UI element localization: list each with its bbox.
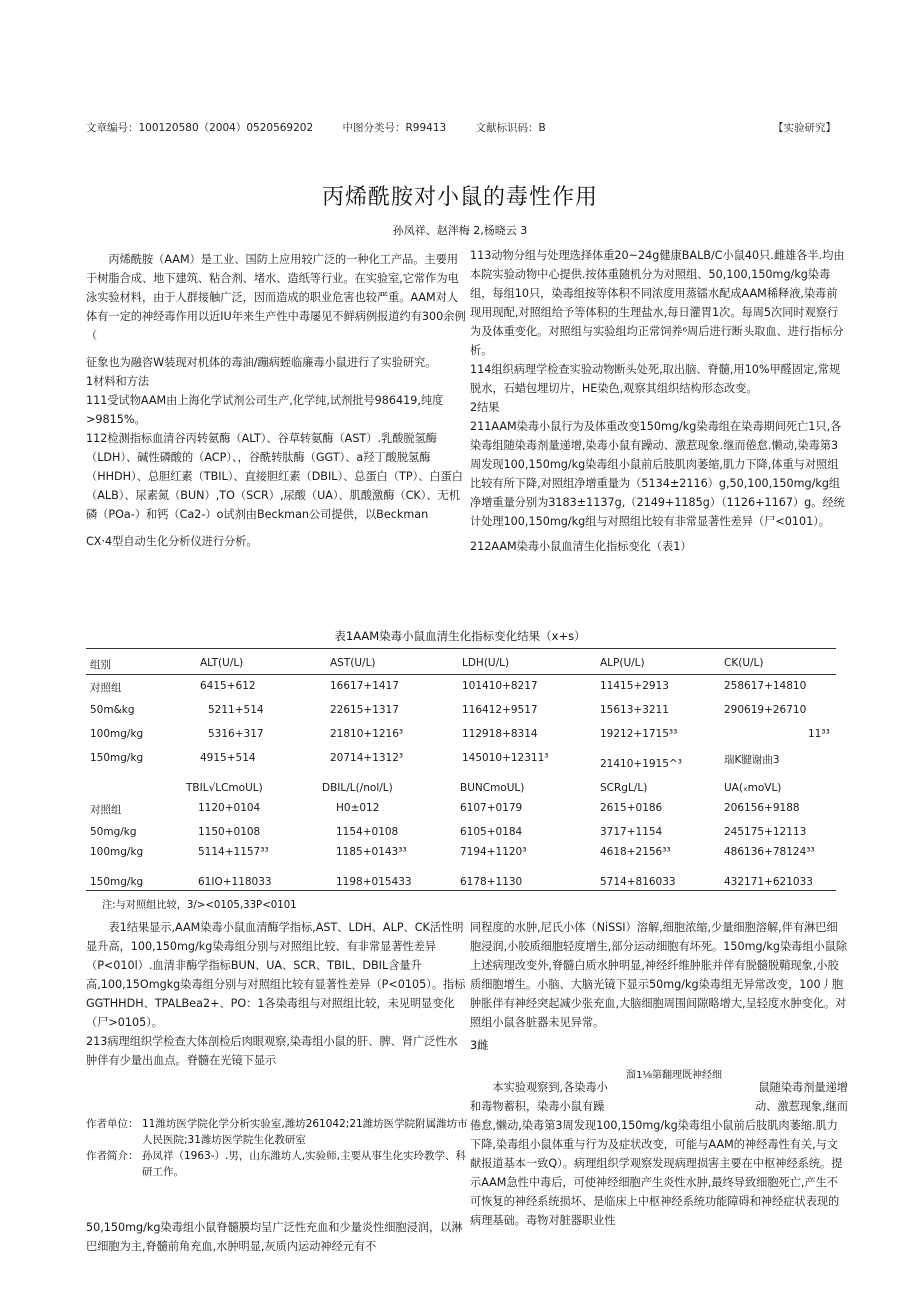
table-cell: 5211+514 (208, 704, 264, 716)
table-bottom-rule (86, 890, 836, 891)
results-211: 211AAM染毒小鼠行为及体重改变150mg/kg染毒组在染毒期间死亡1只,各染毒组随染毒剂量递增,染毒小鼠有躁动、激惹现象.继而倦怠.懒动,染毒第3周发现100,150mg/kg染毒组小鼠前后肢肌肉萎缩,肌力下降,体重与对照组比较有所下降,对照组净增重量为（5134±2116）g,50,100,150mg/kg组净增重量分别为3183±1137g,（2149+1185g）（1126+1167）g。经统计处理100,150mg/kg组与对照组比较有非常显著性差异（尸<0101）。 (470, 420, 845, 528)
table-cell: 6107+0179 (460, 802, 523, 814)
table-cell: 6178+1130 (460, 876, 523, 888)
table-cell: 245175+12113 (724, 826, 807, 838)
methods-114: 114组织病理学检查实验动物断头处死,取出脑、脊髓,用10%甲醛固定,常规脱水，石蜡包埋切片，HE染色,观察其组织结构形态改变。 (470, 363, 841, 395)
table-cell: 4915+514 (200, 752, 256, 764)
table-cell: 1185+0143³³ (336, 846, 407, 858)
table-cell: 1120+0104 (198, 802, 261, 814)
table-header-cell: DBIL/L(/nol/L) (322, 782, 393, 794)
affiliation-text: 11潍坊医学院化学分析实验室,潍坊261042;21潍坊医学院附属潍坊市人民医院;31潍坊医学院生化教研室 (142, 1118, 468, 1146)
table-cell: 100mg/kg (90, 728, 144, 740)
author-list: 孙凤祥、赵泮梅 2,杨晓云 3 (392, 224, 528, 237)
table-cell: 1150+0108 (198, 826, 261, 838)
table-cell: 4618+2156³³ (600, 846, 671, 858)
discussion-line2-right: 动、激惹现象,继而 (754, 1100, 848, 1113)
section-heading-methods: 1材料和方法 (86, 375, 150, 388)
section-heading-results: 2结果 (470, 401, 500, 414)
left-column-bottom (86, 918, 466, 1070)
section-label: 【实验研究】 (773, 122, 836, 134)
discussion-body: 倦怠,懒动,染毒第3周发现100,150mg/kg染毒组小鼠前后肢肌肉萎缩.肌力下降,染毒组小鼠体重与行为及症状改变，可能与AAM的神经毒性有关,与文献报道基本一致Q）。病理组织学观察发现病理损害主要在中枢神经系统。提示AAM急性中毒后，可使神经细胞产生炎性水肿,最终导致细胞死亡,产生不可恢复的神经系统损坏、是临床上中枢神经系统功能障碍和神经症状表现的病理基础。毒物对脏器职业性 (470, 1119, 843, 1227)
table-cell: 206156+9188 (724, 802, 800, 814)
table-cell: 145010+12311³ (462, 752, 549, 764)
table-cell: 486136+78124³³ (724, 846, 815, 858)
table-note: 注:与对照组比较，3/><0105,33P<0101 (102, 900, 297, 911)
table-header-cell: CK(U/L) (724, 657, 764, 669)
table-cell: 101410+8217 (462, 680, 538, 692)
results-213: 213病理组织学检查大体剖检后肉眼观察,染毒组小鼠的肝、脾、肾广泛性水肿伴有少量出血点。脊髓在光镜下显示 (86, 1035, 458, 1067)
table-cell: 19212+1715³³ (600, 728, 678, 740)
table-cell: 258617+14810 (724, 680, 807, 692)
results-table-discussion: 表1结果显示,AAM染毒小鼠血清酶学指标,AST、LDH、ALP、CK活性明显升高，100,150mg/kg染毒组分别与对照组比较、有非常显著性差异（P<010l）.血清非酶学指标BUN、UA、SCR、TBIL、DBIL含量升高,100,15Omgkg染毒组分别与对照组比较有显著性差异（P<0105）。指标GGTHHDH、TPALBea2+、PO：1各染毒组与对照组比较，未见明显变化（尸>0105）。 (86, 921, 466, 1029)
overlay-fragment: 溜1⅛第翻理既神经细 (626, 1070, 723, 1081)
table-cell: 对照组 (90, 682, 122, 694)
table-header-cell: SCRgL/L) (600, 782, 648, 794)
table-cell: 112918+8314 (462, 728, 538, 740)
table-cell: 290619+26710 (724, 704, 807, 716)
table-cell: 21810+1216³ (330, 728, 404, 740)
discussion-line1-right: 鼠随染毒剂量递增 (758, 1081, 848, 1094)
table-header-cell: ALP(U/L) (600, 657, 645, 669)
pathology-continued: 同程度的水肿,尼氏小体（NiSSI）溶解,细胞浓缩,少量细胞溶解,伴有淋巴细胞浸润,小胶质细胞轻度增生,部分运动细胞有坏死。150mg/kg染毒组小鼠除上述病理改变外,脊髓白质水肿明显,神经纤维肿胀并伴有脱髓脱鞘现象,小胶质细胞增生。小脑、大脑光镜下显示50mg/kg染毒组无异常改变，100丿胞肿胀伴有神经突起减少张充血,大脑细胞周围间隙略增大,呈轻度水肿变化。对照组小鼠各脏器未见异常。 (470, 921, 848, 1029)
table-cell: 瑞K腱谢曲3 (724, 754, 780, 766)
table-cell: 16617+1417 (330, 680, 399, 692)
table-cell: 432171+621033 (724, 876, 813, 888)
methods-113: 113动物分组与处理选择体重20~24g健康BALB/C小鼠40只.雌雄各半.均由本院实验动物中心提供.按体重随机分为对照组、50,100,150mg/kg染毒组，每组10只，染毒组按等体积不同浓度用蒸镭水配成AAM稀释液,染毒前现用现配,对照组给予等体积的生理盐水,每日灌胃1次。每周5次同时观察行为及体重变化。对照组与实验组均正常饲养⁶周后进行断头取血、进行指标分析。 (470, 249, 845, 357)
table-cell: 7194+1120³ (460, 846, 527, 858)
table-cell: 100mg/kg (90, 846, 144, 858)
table-cell: 11415+2913 (600, 680, 669, 692)
table-cell: 22615+1317 (330, 704, 399, 716)
methods-111: 111受试物AAM由上海化学试剂公司生产,化学纯,试剂批号986419,纯度>9815%。 (86, 394, 444, 426)
table-cell: 5714+816033 (600, 876, 676, 888)
right-column-bottom (470, 918, 848, 1055)
discussion-line1-left: 本实验观察到,各染毒小 (492, 1081, 608, 1094)
table-header-cell: LDH(U/L) (462, 657, 510, 669)
bio-text: 孙凤祥（1963-）.男，山东潍坊人,实验师,主要从事生化实玲教学、科研工作。 (142, 1150, 467, 1178)
intro-continuation: 征象也为融咨W装现对机体的毒油/蹦病蛭临廉毒小鼠进行了实验研究。 (86, 356, 437, 369)
table-cell: 21410+1915^³ (600, 758, 682, 770)
table-cell: 1198+015433 (336, 876, 412, 888)
author-info (86, 1116, 468, 1180)
table-cell: 3717+1154 (600, 826, 663, 838)
table-cell: 150mg/kg (90, 752, 144, 764)
table-cell: 150mg/kg (90, 876, 144, 888)
table-cell: 50mg/kg (90, 826, 137, 838)
methods-112-end: CX·4型自动生化分析仪进行分析。 (86, 535, 258, 548)
table-cell: 61IO+118033 (198, 876, 272, 888)
discussion-line2-left: 和毒物蓄积，染毒小鼠有躁 (470, 1100, 605, 1113)
table-header-rule (86, 674, 836, 675)
right-column-top (470, 246, 848, 556)
table-caption: 表1AAM染毒小鼠血清生化指标变化结果（x+s） (334, 629, 586, 643)
affiliation-label: 作者单位： (86, 1118, 139, 1130)
table-header-cell: ALT(U/L) (200, 657, 244, 669)
document-code: 文献标识码：B (475, 122, 546, 134)
discussion-block (470, 1078, 848, 1230)
clc-number: 中图分类号：R99413 (342, 122, 447, 134)
table-cell: 15613+3211 (600, 704, 669, 716)
table-cell: H0±012 (336, 802, 380, 814)
bio-label: 作者简介： (86, 1150, 139, 1162)
article-number: 文章编号：100120580（2004）0520569202 (86, 122, 314, 134)
intro-paragraph: 丙烯酰胺（AAM）是工业、国防上应用较广泛的一种化工产品。主要用于树脂合成、地下建筑、粘合剂、堵水、造纸等行业。在实验室,它常作为电泳实验材料，由于人群接触广泛，因而造成的职业危害也较严重。AAM对人体有一定的神经毒作用以近IU年来生产性中毒屡见不鲜病例报道约有300余例（ (86, 253, 466, 342)
table-cell: 116412+9517 (462, 704, 538, 716)
left-column-top (86, 250, 466, 551)
table-cell: 6415+612 (200, 680, 256, 692)
article-meta (86, 120, 836, 135)
table-cell: 20714+1312³ (330, 752, 404, 764)
table-cell: 1154+0108 (336, 826, 399, 838)
table-cell: 50m&kg (90, 704, 135, 716)
table-top-rule (86, 648, 836, 649)
results-212: 212AAM染毒小鼠血清生化指标变化（表1） (470, 540, 692, 553)
table-header-cell: AST(U/L) (330, 657, 376, 669)
table-header-cell: TBIL√LCmoUL) (186, 782, 263, 794)
table-cell: 5316+317 (208, 728, 264, 740)
methods-112: 112检测指标血清谷丙转氨酶（ALT）、谷草转氨酶（AST）.乳酸脱氢酶（LDH）、碱性磷酸的（ACP）、，谷酰转肽酶（GGT）、a羟丁酸脱氢酶（HHDH）、总胆红素（TBIL）、直接胆红素（DBIL）、总蛋白（TP）、白蛋白（ALB）、尿素氮（BUN）,TO（SCR）,尿酸（UA）、肌酸激酶（CK）、无机磷（POa-）和钙（Ca2-）o试剂由Beckman公司提供，以Beckman (86, 432, 463, 521)
table-header-cell: BUNCmoUL) (460, 782, 525, 794)
table-cell: 6105+0184 (460, 826, 523, 838)
table-cell: 11³³ (808, 728, 830, 740)
table-header-cell: 组别 (90, 659, 111, 671)
table-cell: 对照组 (90, 804, 122, 816)
section-heading-discussion: 3雌 (470, 1039, 489, 1052)
paper-title: 丙烯酰胺对小鼠的毒性作用 (321, 185, 598, 210)
table-header-cell: UA(ₓmoVL) (724, 782, 782, 794)
table-cell: 2615+0186 (600, 802, 663, 814)
table-cell: 5114+1157³³ (198, 846, 269, 858)
pathology-paragraph-start: 50,150mg/kg染毒组小鼠脊髓膜均呈广泛性充血和少量炎性细胞浸润，以淋巴细胞为主,脊髓前角充血,水肿明显,灰质内运动神经元有不 (86, 1221, 463, 1253)
